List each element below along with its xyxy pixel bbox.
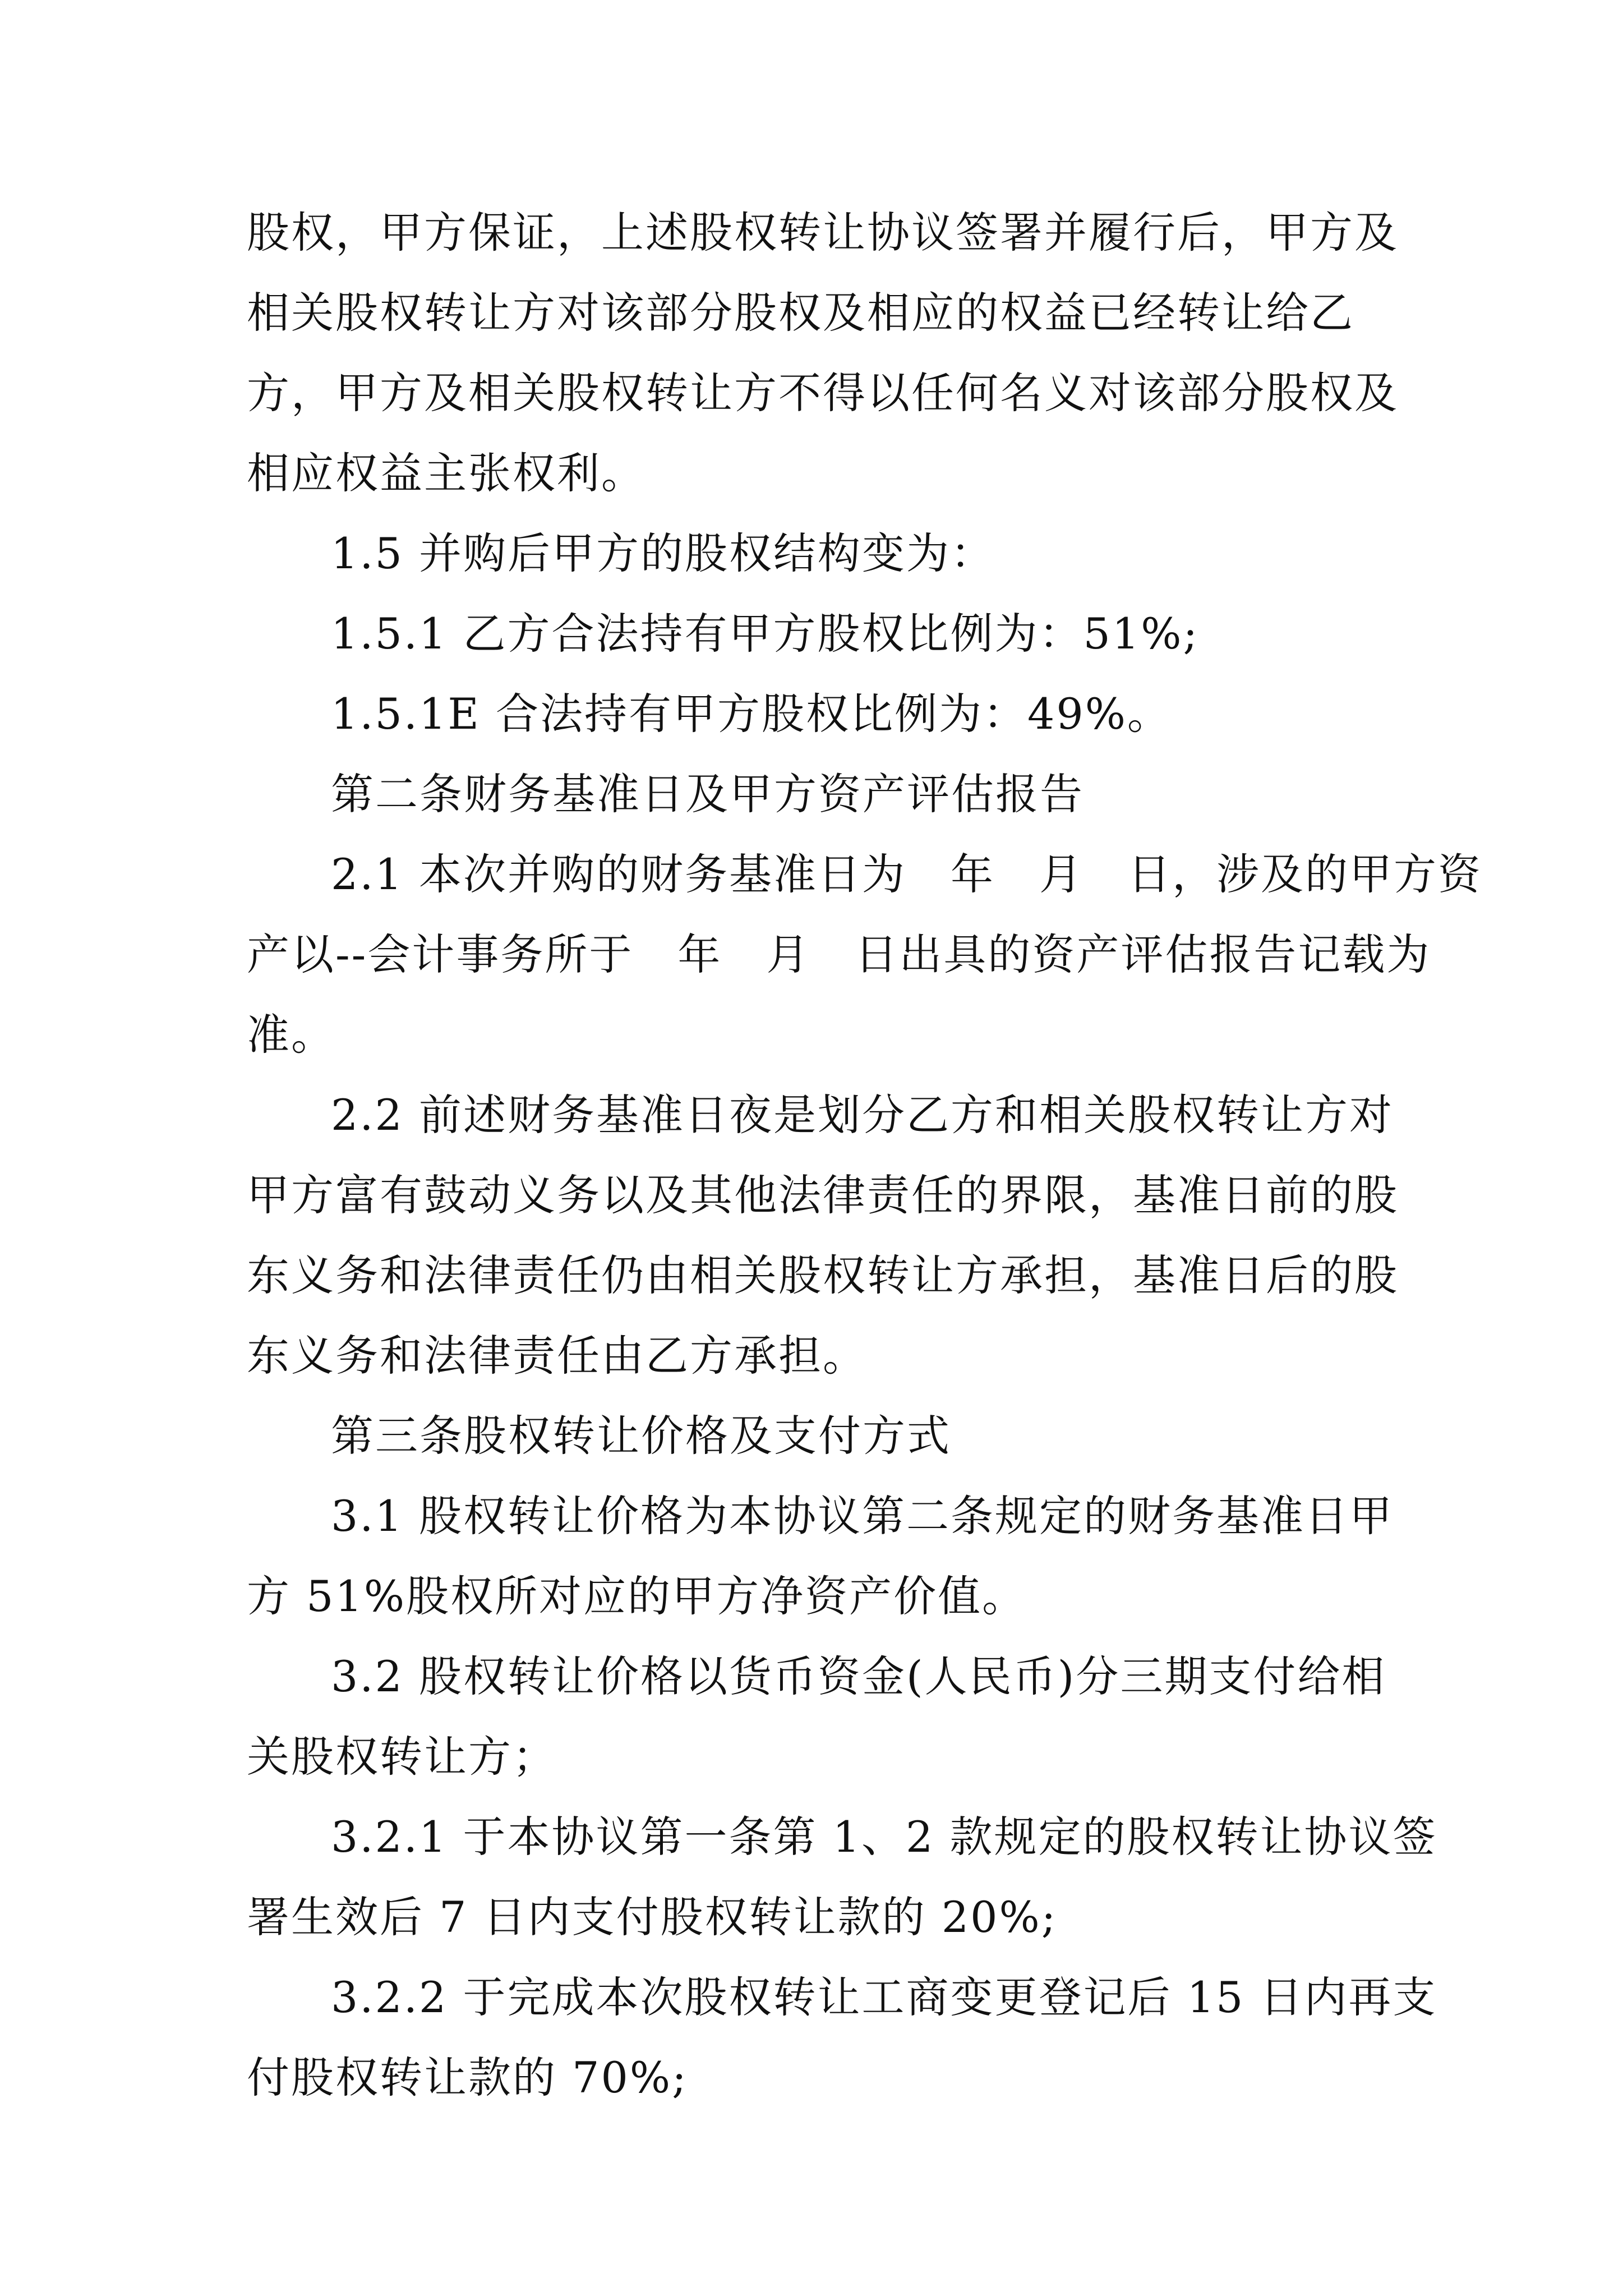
text-line: 准。 (247, 1010, 335, 1060)
text-line: 1.5 并购后甲方的股权结构变为： (331, 528, 995, 578)
text-line: 方，甲方及相关股权转让方不得以任何名义对该部分股权及 (247, 368, 1399, 418)
text-line: 甲方富有鼓动义务以及其他法律责任的界限，基准日前的股 (247, 1170, 1399, 1220)
text-line: 署生效后 7 日内支付股权转让款的 20%; (247, 1892, 1058, 1942)
text-line: 2.1 本次并购的财务基准日为 年 月 日，涉及的甲方资 (331, 849, 1483, 899)
text-line: 3.2.1 于本协议第一条第 1、2 款规定的股权转让协议签 (331, 1812, 1437, 1862)
text-line: 关股权转让方； (247, 1732, 557, 1782)
text-line: 股权，甲方保证，上述股权转让协议签署并履行后，甲方及 (247, 208, 1399, 257)
text-line: 3.2.2 于完成本次股权转让工商变更登记后 15 日内再支 (331, 1972, 1437, 2022)
text-line: 1.5.1 乙方合法持有甲方股权比例为：51%; (331, 609, 1200, 659)
text-line: 1.5.1E 合法持有甲方股权比例为：49%。 (331, 689, 1172, 739)
section-heading: 第二条财务基准日及甲方资产评估报告 (331, 769, 1084, 819)
text-line: 3.1 股权转让价格为本协议第二条规定的财务基准日甲 (331, 1491, 1394, 1541)
text-line: 3.2 股权转让价格以货币资金(人民币)分三期支付给相 (331, 1651, 1386, 1701)
text-line: 方 51%股权所对应的甲方净资产价值。 (247, 1571, 1027, 1621)
text-line: 东义务和法律责任由乙方承担。 (247, 1331, 867, 1381)
text-line: 付股权转让款的 70%; (247, 2053, 688, 2102)
text-line: 东义务和法律责任仍由相关股权转让方承担，基准日后的股 (247, 1250, 1399, 1300)
section-heading: 第三条股权转让价格及支付方式 (331, 1411, 951, 1461)
text-line: 相应权益主张权利。 (247, 448, 645, 498)
text-line: 2.2 前述财务基准日夜是划分乙方和相关股权转让方对 (331, 1090, 1394, 1140)
text-line: 相关股权转让方对该部分股权及相应的权益已经转让给乙 (247, 288, 1354, 338)
text-line: 产以--会计事务所于 年 月 日出具的资产评估报告记载为 (247, 930, 1431, 979)
